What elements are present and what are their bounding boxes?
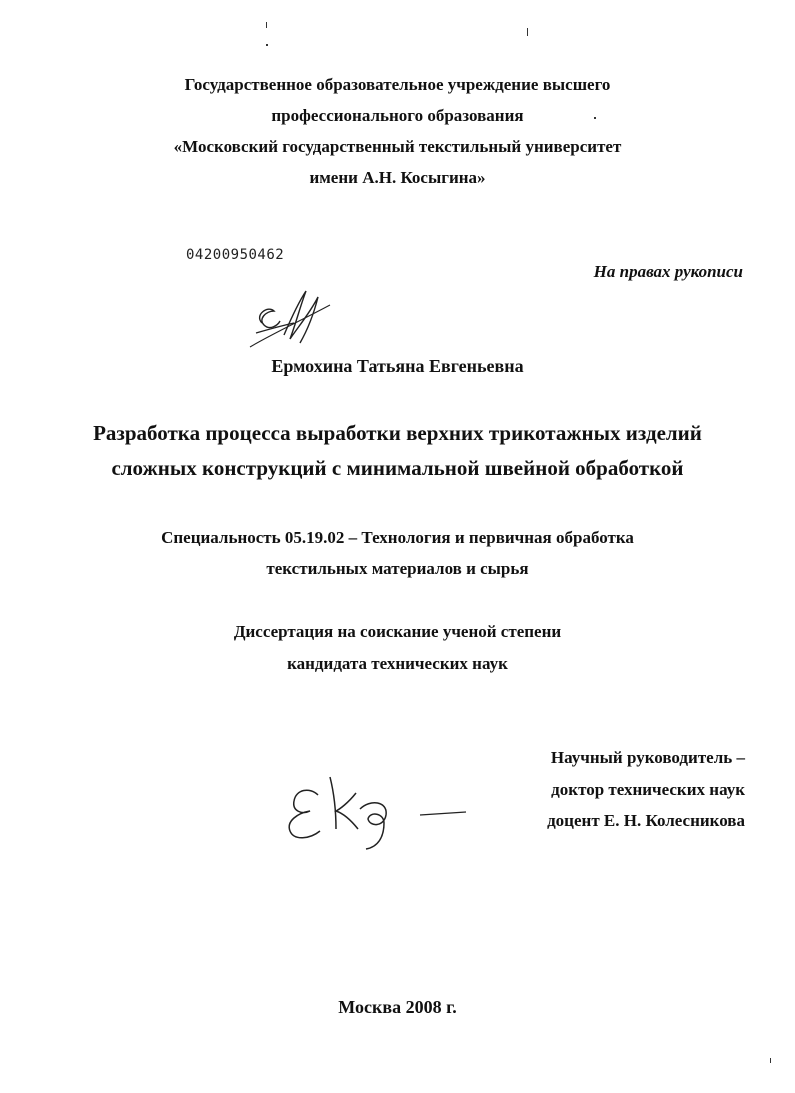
city-year: Москва 2008 г. bbox=[338, 997, 457, 1017]
specialty-line-2: текстильных материалов и сырья bbox=[266, 559, 529, 578]
specialty-line-1: Специальность 05.19.02 – Технология и первичная обработка bbox=[161, 528, 634, 547]
thesis-title-line-1: Разработка процесса выработки верхних трикотажных изделий bbox=[93, 421, 702, 445]
institution-line-2: профессионального образования bbox=[271, 106, 524, 125]
supervisor-line-3: доцент Е. Н. Колесникова bbox=[547, 811, 745, 830]
degree-line-1: Диссертация на соискание ученой степени bbox=[233, 622, 562, 641]
author-signature bbox=[240, 285, 340, 355]
scan-mark bbox=[266, 22, 267, 28]
scan-mark bbox=[266, 44, 268, 46]
institution-line-1: Государственное образовательное учреждение высшего bbox=[184, 75, 611, 94]
catalog-number: 04200950462 bbox=[186, 247, 285, 263]
scan-mark bbox=[527, 28, 528, 36]
supervisor-signature bbox=[280, 765, 480, 855]
author-name: Ермохина Татьяна Евгеньевна bbox=[271, 356, 524, 376]
scan-mark bbox=[770, 1058, 771, 1063]
supervisor-line-2: доктор технических наук bbox=[551, 780, 745, 799]
degree-line-2: кандидата технических наук bbox=[287, 654, 508, 673]
supervisor-line-1: Научный руководитель – bbox=[550, 748, 745, 767]
manuscript-rights: На правах рукописи bbox=[593, 262, 743, 281]
institution-line-3: «Московский государственный текстильный университет bbox=[173, 137, 622, 156]
institution-line-4: имени А.Н. Косыгина» bbox=[309, 168, 486, 187]
thesis-title-line-2: сложных конструкций с минимальной швейной обработкой bbox=[111, 456, 684, 480]
